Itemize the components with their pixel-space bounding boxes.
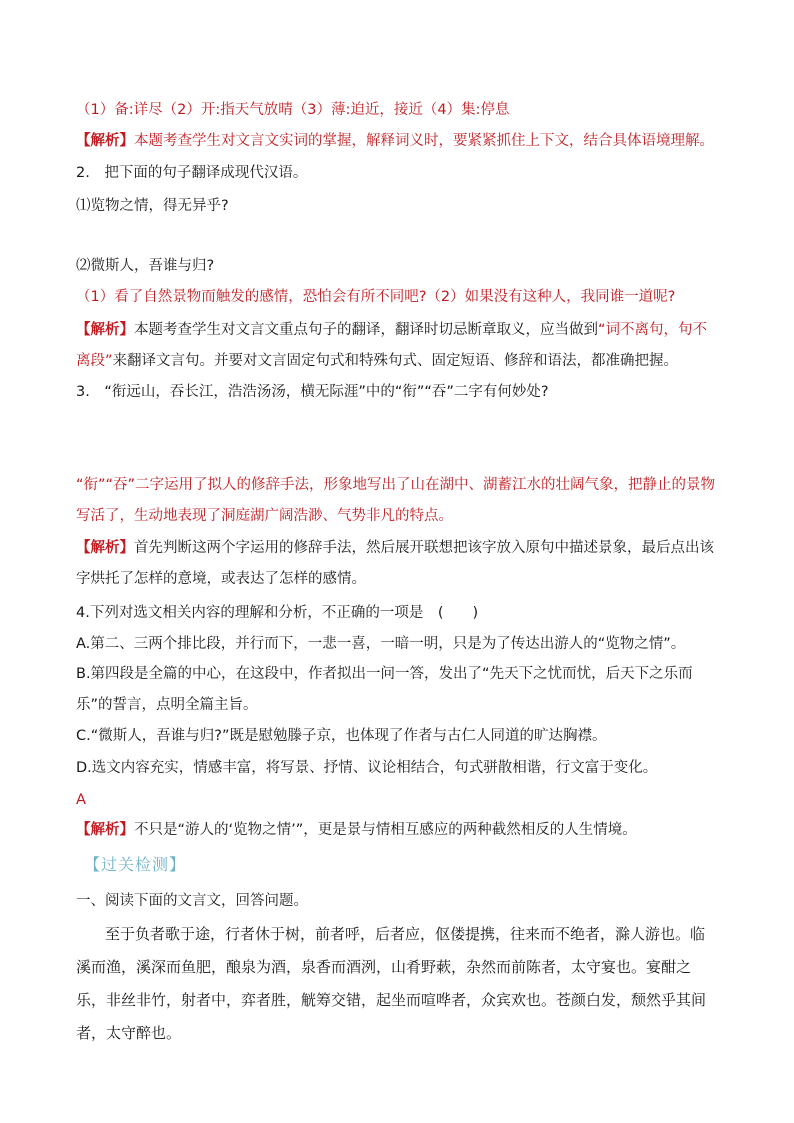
analysis-text-a: 本题考查学生对文言文重点句子的翻译，翻译时切忌断章取义，应当做到 (134, 322, 598, 338)
analysis-tag: 【解析】 (76, 822, 134, 838)
q2-sub2: ⑵微斯人，吾谁与归? (76, 258, 215, 274)
q4-answer: A (76, 792, 86, 808)
q3-stem: 3. “衔远山，吞长江，浩浩汤汤，横无际涯”中的“衔”“吞”二字有何妙处? (76, 384, 549, 400)
q4-option-a: A.第二、三两个排比段，并行而下，一悲一喜，一暗一明，只是为了传达出游人的“览物之情”。 (76, 636, 686, 652)
analysis-quote: “词不离句，句不离段” (76, 322, 708, 369)
q4-option-d: D.选文内容充实，情感丰富，将写景、抒情、议论相结合，句式骈散相谐，行文富于变化。 (76, 760, 658, 776)
q2-analysis (76, 315, 718, 377)
analysis-tag: 【解析】 (76, 322, 134, 338)
q3-answer: “衔”“吞”二字运用了拟人的修辞手法，形象地写出了山在湖中、湖蓄江水的壮阔气象，把静止的景物写活了，生动地表现了洞庭湖广阔浩渺、气势非凡的特点。 (76, 477, 716, 524)
analysis-text: 不只是“游人的‘览物之情’”，更是景与情相互感应的两种截然相反的人生情境。 (134, 822, 637, 838)
passage-text: 至于负者歌于途，行者休于树，前者呼，后者应，伛偻提携，往来而不绝者，滁人游也。临溪而渔，溪深而鱼肥，酿泉为酒，泉香而酒洌，山肴野蔌，杂然而前陈者，太守宴也。宴酣之乐，非丝非竹，射者中，弈者胜，觥筹交错，起坐而喧哗者，众宾欢也。苍颜白发，颓然乎其间者，太守醉也。 (76, 925, 707, 1042)
q2-sub1: ⑴览物之情，得无异乎? (76, 198, 229, 214)
q1-answer: （1）备:详尽（2）开:指天气放晴（3）薄:迫近，接近（4）集:停息 (76, 102, 510, 118)
q2-stem: 2. 把下面的句子翻译成现代汉语。 (76, 165, 308, 181)
analysis-tag: 【解析】 (76, 133, 134, 149)
analysis-text-b: 来翻译文言句。并要对文言固定句式和特殊句式、固定短语、修辞和语法，都准确把握。 (112, 353, 679, 369)
q2-answer: （1）看了自然景物而触发的感情，恐怕会有所不同吧?（2）如果没有这种人，我同谁一道呢? (76, 289, 676, 305)
q1-analysis (76, 131, 726, 151)
q4-stem: 4.下列对选文相关内容的理解和分析，不正确的一项是 ( ) (76, 605, 479, 621)
analysis-tag: 【解析】 (76, 540, 134, 556)
q4-analysis (76, 820, 726, 840)
analysis-text: 首先判断这两个字运用的修辞手法，然后展开联想把该字放入原句中描述景象，最后点出该字烘托了怎样的意境，或表达了怎样的感情。 (76, 540, 714, 587)
section-title: 【过关检测】 (84, 855, 187, 874)
q3-analysis (76, 533, 718, 595)
q4-option-b: B.第四段是全篇的中心，在这段中，作者拟出一问一答，发出了“先天下之忧而忧，后天下之乐而乐”的誓言，点明全篇主旨。 (76, 666, 693, 713)
section-instruction: 一、阅读下面的文言文，回答问题。 (76, 893, 308, 909)
analysis-text: 本题考查学生对文言文实词的掌握，解释词义时，要紧紧抓住上下文，结合具体语境理解。 (134, 133, 714, 149)
q4-option-c: C.“微斯人，吾谁与归?”既是慰勉滕子京，也体现了作者与古仁人同道的旷达胸襟。 (76, 728, 607, 744)
